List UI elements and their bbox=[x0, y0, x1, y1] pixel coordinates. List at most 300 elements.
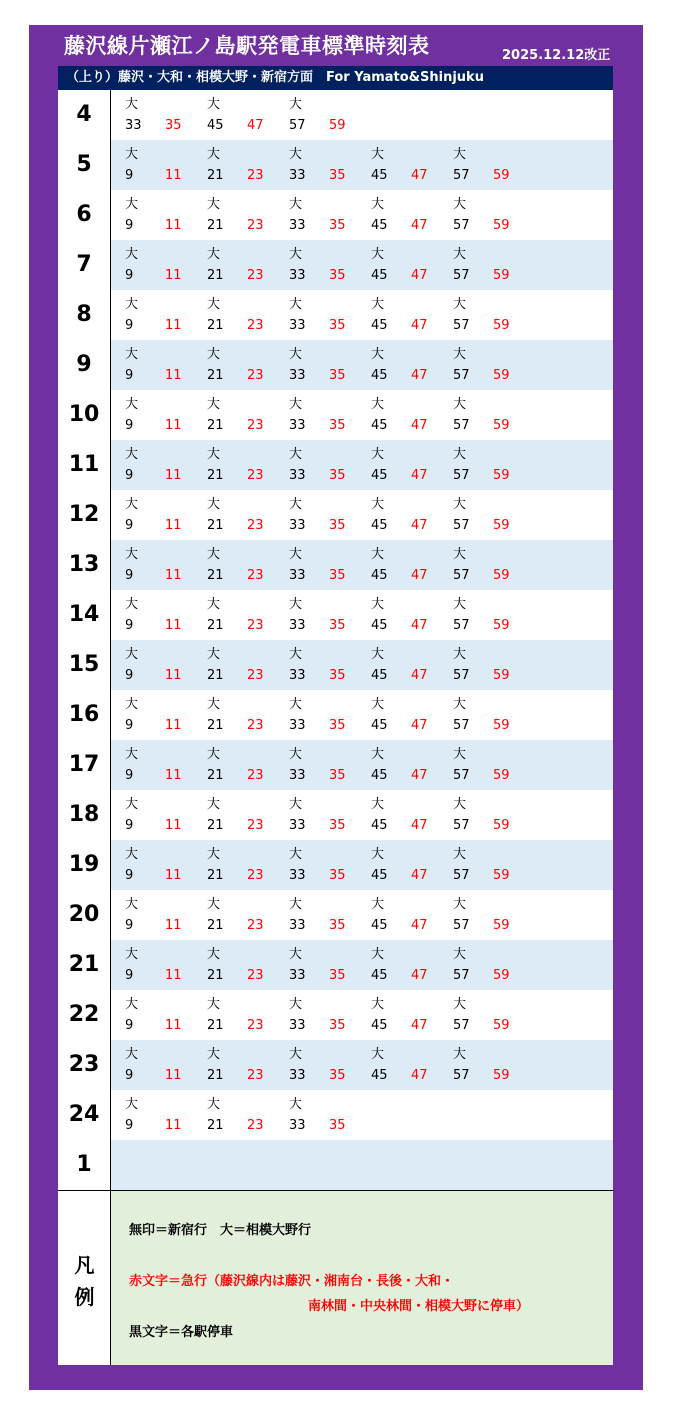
express-departure-minute: 59 bbox=[493, 368, 510, 383]
departure-cell bbox=[411, 390, 451, 440]
local-departure-minute: 33 bbox=[289, 418, 306, 433]
express-departure-minute: 47 bbox=[411, 668, 428, 683]
destination-mark: 大 bbox=[453, 547, 467, 562]
express-departure-minute: 59 bbox=[493, 518, 510, 533]
timetable-row bbox=[58, 740, 613, 790]
express-departure-minute: 35 bbox=[329, 618, 346, 633]
local-departure-minute: 21 bbox=[207, 168, 224, 183]
destination-mark: 大 bbox=[371, 947, 385, 962]
express-departure-minute: 35 bbox=[329, 918, 346, 933]
departure-cell bbox=[247, 1040, 287, 1090]
local-departure-minute: 21 bbox=[207, 568, 224, 583]
departure-cell bbox=[165, 840, 205, 890]
express-departure-minute: 11 bbox=[165, 1118, 182, 1133]
local-departure-minute: 21 bbox=[207, 318, 224, 333]
departure-cell bbox=[493, 440, 533, 490]
local-departure-minute: 21 bbox=[207, 468, 224, 483]
destination-mark: 大 bbox=[125, 347, 139, 362]
departure-cell bbox=[453, 690, 493, 740]
local-departure-minute: 45 bbox=[371, 818, 388, 833]
local-departure-minute: 21 bbox=[207, 1118, 224, 1133]
express-departure-minute: 23 bbox=[247, 168, 264, 183]
hour-label: 14 bbox=[58, 590, 111, 640]
local-departure-minute: 33 bbox=[289, 368, 306, 383]
destination-mark: 大 bbox=[289, 797, 303, 812]
departure-cell bbox=[165, 1090, 205, 1140]
local-departure-minute: 45 bbox=[371, 318, 388, 333]
departure-cell bbox=[371, 890, 411, 940]
local-departure-minute: 57 bbox=[453, 668, 470, 683]
express-departure-minute: 59 bbox=[493, 1068, 510, 1083]
departure-cell bbox=[207, 490, 247, 540]
hour-label: 11 bbox=[58, 440, 111, 490]
departure-cell bbox=[247, 440, 287, 490]
timetable-row bbox=[58, 1090, 613, 1140]
departure-cell bbox=[329, 140, 369, 190]
hour-label: 19 bbox=[58, 840, 111, 890]
departure-cell bbox=[289, 940, 329, 990]
express-departure-minute: 23 bbox=[247, 1018, 264, 1033]
local-departure-minute: 57 bbox=[453, 768, 470, 783]
departure-cell bbox=[125, 890, 165, 940]
departure-cell bbox=[289, 690, 329, 740]
departure-cell bbox=[329, 440, 369, 490]
destination-mark: 大 bbox=[453, 397, 467, 412]
express-departure-minute: 35 bbox=[329, 268, 346, 283]
departure-cell bbox=[289, 390, 329, 440]
express-departure-minute: 47 bbox=[411, 318, 428, 333]
local-departure-minute: 45 bbox=[371, 768, 388, 783]
departure-cell bbox=[247, 590, 287, 640]
departure-cell bbox=[371, 1040, 411, 1090]
departure-cell bbox=[329, 90, 369, 140]
departure-cell bbox=[411, 240, 451, 290]
departure-cell bbox=[371, 740, 411, 790]
departure-cell bbox=[125, 740, 165, 790]
timetable-grid bbox=[58, 90, 613, 1190]
express-departure-minute: 59 bbox=[493, 718, 510, 733]
local-departure-minute: 9 bbox=[125, 418, 134, 433]
departure-cell bbox=[165, 590, 205, 640]
destination-mark: 大 bbox=[289, 997, 303, 1012]
local-departure-minute: 57 bbox=[453, 218, 470, 233]
departure-cell bbox=[247, 990, 287, 1040]
local-departure-minute: 9 bbox=[125, 918, 134, 933]
local-departure-minute: 21 bbox=[207, 668, 224, 683]
timetable-row bbox=[58, 240, 613, 290]
departure-cell bbox=[453, 1040, 493, 1090]
departure-cell bbox=[289, 590, 329, 640]
local-departure-minute: 9 bbox=[125, 168, 134, 183]
departure-cell bbox=[165, 140, 205, 190]
express-departure-minute: 47 bbox=[411, 568, 428, 583]
hour-label: 12 bbox=[58, 490, 111, 540]
local-departure-minute: 57 bbox=[453, 968, 470, 983]
local-departure-minute: 57 bbox=[453, 318, 470, 333]
departure-cell bbox=[371, 640, 411, 690]
destination-mark: 大 bbox=[453, 1047, 467, 1062]
express-departure-minute: 11 bbox=[165, 818, 182, 833]
express-departure-minute: 11 bbox=[165, 468, 182, 483]
local-departure-minute: 33 bbox=[289, 868, 306, 883]
departure-cell bbox=[125, 440, 165, 490]
express-departure-minute: 47 bbox=[411, 168, 428, 183]
destination-mark: 大 bbox=[125, 197, 139, 212]
local-departure-minute: 45 bbox=[371, 518, 388, 533]
departure-cell bbox=[247, 840, 287, 890]
express-departure-minute: 35 bbox=[329, 518, 346, 533]
express-departure-minute: 11 bbox=[165, 1018, 182, 1033]
departure-cell bbox=[207, 90, 247, 140]
departure-cell bbox=[247, 190, 287, 240]
local-departure-minute: 33 bbox=[289, 318, 306, 333]
express-departure-minute: 23 bbox=[247, 318, 264, 333]
destination-mark: 大 bbox=[207, 997, 221, 1012]
departure-cell bbox=[165, 240, 205, 290]
destination-mark: 大 bbox=[289, 547, 303, 562]
destination-mark: 大 bbox=[289, 647, 303, 662]
departure-cell bbox=[125, 340, 165, 390]
hour-label: 20 bbox=[58, 890, 111, 940]
local-departure-minute: 33 bbox=[289, 818, 306, 833]
departure-cell bbox=[329, 190, 369, 240]
express-departure-minute: 47 bbox=[411, 618, 428, 633]
destination-mark: 大 bbox=[207, 197, 221, 212]
departure-cell bbox=[207, 1090, 247, 1140]
departure-cell bbox=[289, 340, 329, 390]
departure-cell bbox=[453, 340, 493, 390]
destination-mark: 大 bbox=[289, 197, 303, 212]
departure-cell bbox=[411, 840, 451, 890]
departure-cell bbox=[453, 540, 493, 590]
departure-cell bbox=[411, 740, 451, 790]
legend-express-note-continued: 南林間・中央林間・相模大野に停車） bbox=[308, 1299, 530, 1314]
departure-cell bbox=[493, 240, 533, 290]
departure-cell bbox=[411, 990, 451, 1040]
express-departure-minute: 11 bbox=[165, 618, 182, 633]
express-departure-minute: 47 bbox=[411, 768, 428, 783]
local-departure-minute: 33 bbox=[289, 568, 306, 583]
departure-cell bbox=[453, 290, 493, 340]
departure-cell bbox=[493, 940, 533, 990]
destination-mark: 大 bbox=[207, 97, 221, 112]
timetable-row bbox=[58, 940, 613, 990]
departure-cell bbox=[289, 290, 329, 340]
departure-cell bbox=[411, 890, 451, 940]
departure-cell bbox=[453, 840, 493, 890]
local-departure-minute: 21 bbox=[207, 1018, 224, 1033]
hour-label: 13 bbox=[58, 540, 111, 590]
local-departure-minute: 33 bbox=[289, 768, 306, 783]
express-departure-minute: 23 bbox=[247, 618, 264, 633]
express-departure-minute: 59 bbox=[493, 318, 510, 333]
express-departure-minute: 47 bbox=[247, 118, 264, 133]
destination-mark: 大 bbox=[371, 847, 385, 862]
destination-mark: 大 bbox=[371, 797, 385, 812]
local-departure-minute: 9 bbox=[125, 368, 134, 383]
express-departure-minute: 47 bbox=[411, 1018, 428, 1033]
destination-mark: 大 bbox=[453, 297, 467, 312]
departure-cell bbox=[207, 690, 247, 740]
local-departure-minute: 33 bbox=[125, 118, 142, 133]
hour-label: 23 bbox=[58, 1040, 111, 1090]
express-departure-minute: 23 bbox=[247, 368, 264, 383]
local-departure-minute: 57 bbox=[453, 718, 470, 733]
departure-cell bbox=[329, 240, 369, 290]
departure-cell bbox=[125, 840, 165, 890]
timetable-row bbox=[58, 290, 613, 340]
destination-mark: 大 bbox=[453, 847, 467, 862]
departure-cell bbox=[411, 590, 451, 640]
departure-cell bbox=[165, 990, 205, 1040]
departure-cell bbox=[247, 1090, 287, 1140]
local-departure-minute: 9 bbox=[125, 668, 134, 683]
departure-cell bbox=[207, 340, 247, 390]
local-departure-minute: 57 bbox=[453, 818, 470, 833]
express-departure-minute: 47 bbox=[411, 718, 428, 733]
express-departure-minute: 35 bbox=[329, 168, 346, 183]
departure-cell bbox=[247, 240, 287, 290]
hour-label: 6 bbox=[58, 190, 111, 240]
destination-mark: 大 bbox=[125, 697, 139, 712]
express-departure-minute: 59 bbox=[493, 268, 510, 283]
local-departure-minute: 57 bbox=[453, 368, 470, 383]
hour-label: 1 bbox=[58, 1140, 111, 1190]
destination-mark: 大 bbox=[289, 947, 303, 962]
local-departure-minute: 9 bbox=[125, 218, 134, 233]
hour-label: 9 bbox=[58, 340, 111, 390]
local-departure-minute: 45 bbox=[371, 668, 388, 683]
departure-cell bbox=[371, 690, 411, 740]
revision-date: 2025.12.12改正 bbox=[502, 48, 611, 63]
destination-mark: 大 bbox=[207, 1097, 221, 1112]
departure-cell bbox=[125, 190, 165, 240]
departure-cell bbox=[247, 490, 287, 540]
destination-mark: 大 bbox=[453, 897, 467, 912]
destination-mark: 大 bbox=[453, 197, 467, 212]
departure-cell bbox=[493, 290, 533, 340]
departure-cell bbox=[207, 740, 247, 790]
departure-cell bbox=[247, 390, 287, 440]
departure-cell bbox=[493, 840, 533, 890]
destination-mark: 大 bbox=[207, 647, 221, 662]
destination-mark: 大 bbox=[289, 297, 303, 312]
departure-cell bbox=[329, 840, 369, 890]
departure-cell bbox=[247, 690, 287, 740]
express-departure-minute: 23 bbox=[247, 668, 264, 683]
express-departure-minute: 23 bbox=[247, 768, 264, 783]
express-departure-minute: 47 bbox=[411, 418, 428, 433]
departure-cell bbox=[289, 890, 329, 940]
express-departure-minute: 47 bbox=[411, 468, 428, 483]
departure-cell bbox=[125, 590, 165, 640]
destination-mark: 大 bbox=[453, 147, 467, 162]
destination-mark: 大 bbox=[453, 497, 467, 512]
destination-mark: 大 bbox=[371, 397, 385, 412]
destination-mark: 大 bbox=[289, 397, 303, 412]
departure-cell bbox=[289, 540, 329, 590]
hour-label: 15 bbox=[58, 640, 111, 690]
hour-label: 16 bbox=[58, 690, 111, 740]
local-departure-minute: 9 bbox=[125, 868, 134, 883]
express-departure-minute: 47 bbox=[411, 1068, 428, 1083]
express-departure-minute: 35 bbox=[329, 568, 346, 583]
departure-cell bbox=[371, 540, 411, 590]
express-departure-minute: 11 bbox=[165, 668, 182, 683]
local-departure-minute: 33 bbox=[289, 718, 306, 733]
legend-label-cell bbox=[58, 1191, 111, 1365]
departure-cell bbox=[453, 740, 493, 790]
local-departure-minute: 45 bbox=[371, 868, 388, 883]
departure-cell bbox=[125, 290, 165, 340]
departure-cell bbox=[289, 440, 329, 490]
departure-cell bbox=[329, 890, 369, 940]
local-departure-minute: 9 bbox=[125, 518, 134, 533]
destination-mark: 大 bbox=[125, 947, 139, 962]
local-departure-minute: 9 bbox=[125, 1018, 134, 1033]
departure-cell bbox=[329, 1040, 369, 1090]
departure-cell bbox=[371, 290, 411, 340]
destination-mark: 大 bbox=[289, 597, 303, 612]
departure-cell bbox=[289, 1040, 329, 1090]
local-departure-minute: 45 bbox=[371, 918, 388, 933]
express-departure-minute: 23 bbox=[247, 218, 264, 233]
express-departure-minute: 23 bbox=[247, 818, 264, 833]
destination-mark: 大 bbox=[207, 297, 221, 312]
destination-mark: 大 bbox=[289, 747, 303, 762]
timetable-row bbox=[58, 590, 613, 640]
local-departure-minute: 45 bbox=[371, 968, 388, 983]
express-departure-minute: 47 bbox=[411, 218, 428, 233]
departure-cell bbox=[125, 1090, 165, 1140]
legend-section bbox=[58, 1190, 613, 1365]
local-departure-minute: 57 bbox=[453, 618, 470, 633]
express-departure-minute: 11 bbox=[165, 968, 182, 983]
departure-cell bbox=[289, 640, 329, 690]
departure-cell bbox=[453, 590, 493, 640]
destination-mark: 大 bbox=[207, 347, 221, 362]
departure-cell bbox=[493, 790, 533, 840]
express-departure-minute: 23 bbox=[247, 1068, 264, 1083]
destination-mark: 大 bbox=[125, 547, 139, 562]
express-departure-minute: 11 bbox=[165, 918, 182, 933]
legend-local-note: 黒文字＝各駅停車 bbox=[129, 1325, 234, 1340]
departure-cell bbox=[371, 240, 411, 290]
departure-cell bbox=[125, 540, 165, 590]
departure-cell bbox=[289, 740, 329, 790]
local-departure-minute: 9 bbox=[125, 268, 134, 283]
destination-mark: 大 bbox=[125, 247, 139, 262]
local-departure-minute: 9 bbox=[125, 618, 134, 633]
departure-cell bbox=[125, 790, 165, 840]
local-departure-minute: 33 bbox=[289, 468, 306, 483]
local-departure-minute: 45 bbox=[207, 118, 224, 133]
departure-cell bbox=[453, 240, 493, 290]
express-departure-minute: 47 bbox=[411, 918, 428, 933]
destination-mark: 大 bbox=[453, 247, 467, 262]
departure-cell bbox=[411, 1040, 451, 1090]
local-departure-minute: 21 bbox=[207, 368, 224, 383]
destination-mark: 大 bbox=[371, 247, 385, 262]
local-departure-minute: 57 bbox=[453, 918, 470, 933]
express-departure-minute: 35 bbox=[329, 768, 346, 783]
express-departure-minute: 47 bbox=[411, 368, 428, 383]
express-departure-minute: 59 bbox=[493, 668, 510, 683]
local-departure-minute: 33 bbox=[289, 1118, 306, 1133]
destination-mark: 大 bbox=[207, 247, 221, 262]
hour-label: 22 bbox=[58, 990, 111, 1040]
timetable-row bbox=[58, 1040, 613, 1090]
local-departure-minute: 45 bbox=[371, 468, 388, 483]
destination-mark: 大 bbox=[289, 97, 303, 112]
local-departure-minute: 21 bbox=[207, 868, 224, 883]
departure-cell bbox=[411, 340, 451, 390]
departure-cell bbox=[289, 140, 329, 190]
timetable-row bbox=[58, 90, 613, 140]
departure-cell bbox=[453, 440, 493, 490]
destination-mark: 大 bbox=[453, 697, 467, 712]
destination-mark: 大 bbox=[371, 1047, 385, 1062]
timetable-row bbox=[58, 540, 613, 590]
express-departure-minute: 23 bbox=[247, 718, 264, 733]
departure-cell bbox=[125, 990, 165, 1040]
timetable-row bbox=[58, 790, 613, 840]
departure-cell bbox=[411, 690, 451, 740]
local-departure-minute: 9 bbox=[125, 1118, 134, 1133]
departure-cell bbox=[371, 340, 411, 390]
express-departure-minute: 35 bbox=[329, 1118, 346, 1133]
timetable-row bbox=[58, 340, 613, 390]
local-departure-minute: 57 bbox=[453, 168, 470, 183]
departure-cell bbox=[371, 390, 411, 440]
local-departure-minute: 9 bbox=[125, 318, 134, 333]
hour-label: 8 bbox=[58, 290, 111, 340]
departure-cell bbox=[207, 840, 247, 890]
express-departure-minute: 59 bbox=[493, 418, 510, 433]
express-departure-minute: 35 bbox=[329, 468, 346, 483]
destination-mark: 大 bbox=[289, 847, 303, 862]
local-departure-minute: 9 bbox=[125, 718, 134, 733]
direction-bar: （上り）藤沢・大和・相模大野・新宿方面 For Yamato&Shinjuku bbox=[58, 66, 613, 90]
hour-label: 10 bbox=[58, 390, 111, 440]
destination-mark: 大 bbox=[371, 747, 385, 762]
local-departure-minute: 9 bbox=[125, 818, 134, 833]
destination-mark: 大 bbox=[371, 347, 385, 362]
destination-mark: 大 bbox=[371, 147, 385, 162]
departure-cell bbox=[453, 490, 493, 540]
destination-mark: 大 bbox=[207, 897, 221, 912]
local-departure-minute: 9 bbox=[125, 1068, 134, 1083]
express-departure-minute: 23 bbox=[247, 868, 264, 883]
departure-cell bbox=[165, 940, 205, 990]
departure-cell bbox=[329, 590, 369, 640]
express-departure-minute: 11 bbox=[165, 318, 182, 333]
departure-cell bbox=[207, 1040, 247, 1090]
departure-cell bbox=[411, 940, 451, 990]
departure-cell bbox=[411, 540, 451, 590]
express-departure-minute: 35 bbox=[329, 718, 346, 733]
local-departure-minute: 21 bbox=[207, 768, 224, 783]
express-departure-minute: 59 bbox=[329, 118, 346, 133]
express-departure-minute: 11 bbox=[165, 418, 182, 433]
departure-cell bbox=[289, 990, 329, 1040]
departure-cell bbox=[371, 490, 411, 540]
hour-label: 5 bbox=[58, 140, 111, 190]
destination-mark: 大 bbox=[289, 497, 303, 512]
departure-cell bbox=[207, 140, 247, 190]
local-departure-minute: 57 bbox=[453, 1018, 470, 1033]
express-departure-minute: 59 bbox=[493, 568, 510, 583]
